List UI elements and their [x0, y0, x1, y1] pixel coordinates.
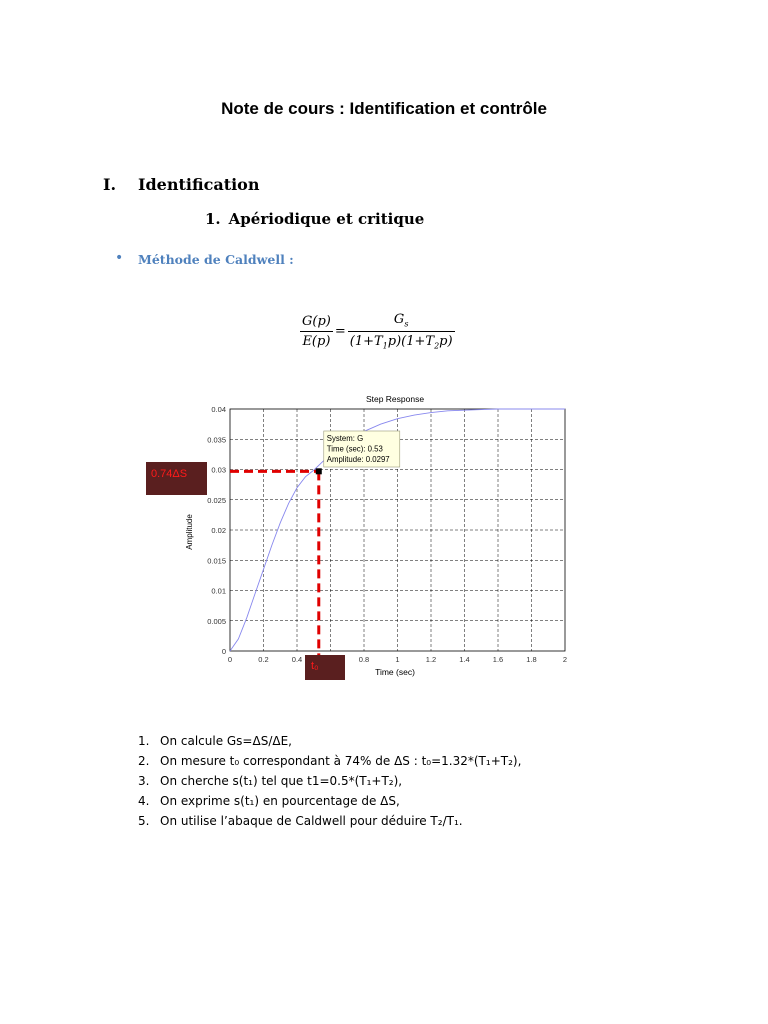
y-tick-label: 0.02	[211, 526, 226, 535]
chart-x-axis-label: Time (sec)	[375, 667, 415, 677]
formula-equals: =	[334, 323, 346, 339]
y-tick-label: 0.01	[211, 586, 226, 596]
formula-rhs	[348, 312, 455, 350]
list-item-text: On calcule Gs=ΔS/ΔE,	[160, 734, 292, 748]
x-tick-label: 0.8	[358, 655, 370, 664]
subsection-title: Apériodique et critique	[228, 210, 425, 228]
formula-den-factor-2-end: p)	[439, 333, 453, 349]
formula-lhs-numerator: G(p)	[302, 313, 331, 329]
formula-den-factor-2-sub: 2	[434, 341, 440, 351]
formula-gain: G	[393, 312, 405, 327]
delta-s-annotation: 0.74ΔS	[146, 462, 207, 495]
x-tick-label: 1.4	[459, 655, 470, 664]
bullet-text: Méthode de Caldwell :	[138, 252, 294, 267]
formula-den-factor-2: (1+T	[401, 333, 435, 349]
list-item	[138, 751, 521, 771]
list-item	[138, 791, 521, 811]
y-tick-label: 0.005	[207, 616, 226, 626]
list-item-number: 2.	[138, 754, 150, 768]
list-item-text: On utilise l’abaque de Caldwell pour déduire T₂/T₁.	[160, 814, 463, 828]
list-item-number: 1.	[138, 734, 150, 748]
list-item-text: On cherche s(t₁) tel que t1=0.5*(T₁+T₂),	[160, 774, 403, 788]
list-item-text: On exprime s(t₁) en pourcentage de ΔS,	[160, 794, 400, 808]
transfer-function-formula	[300, 312, 455, 350]
list-item-number: 5.	[138, 814, 150, 828]
x-tick-label: 0.4	[291, 655, 303, 664]
datatip-marker	[316, 468, 322, 474]
y-tick-label: 0.04	[211, 405, 226, 414]
bullet-icon: •	[115, 250, 124, 266]
chart-datatip	[324, 431, 400, 467]
formula-lhs	[300, 314, 333, 349]
chart-y-axis-label: Amplitude	[185, 514, 194, 550]
list-item-text: On mesure t₀ correspondant à 74% de ΔS : t₀=1.32*(T₁+T₂),	[160, 754, 522, 768]
step-response-svg	[140, 388, 620, 688]
y-tick-label: 0.035	[207, 435, 226, 445]
list-item	[138, 771, 521, 791]
section-number: I.	[103, 175, 117, 194]
list-item-number: 3.	[138, 774, 150, 788]
document-title: Note de cours : Identification et contrôle	[221, 99, 547, 118]
datatip-line: Time (sec): 0.53	[326, 444, 383, 454]
section-title: Identification	[138, 175, 260, 194]
x-tick-label: 1.6	[492, 655, 504, 664]
formula-lhs-denominator: E(p)	[300, 331, 333, 349]
chart-title: Step Response	[365, 394, 425, 404]
subsection-heading	[205, 210, 424, 228]
formula-gain-sub: s	[404, 319, 409, 329]
y-tick-label: 0	[221, 647, 226, 656]
x-tick-label: 1	[395, 655, 400, 664]
x-tick-label: 0.2	[258, 655, 269, 664]
steps-list	[138, 731, 521, 831]
list-item	[138, 731, 521, 751]
datatip-line: Amplitude: 0.0297	[326, 455, 390, 464]
formula-den-factor-1-end: p)	[387, 333, 402, 349]
x-tick-label: 2	[562, 655, 568, 664]
subsection-number: 1.	[205, 210, 221, 228]
y-tick-label: 0.025	[207, 495, 226, 505]
list-item-number: 4.	[138, 794, 150, 808]
t0-annotation: t₀	[305, 655, 345, 680]
formula-rhs-numerator	[348, 312, 455, 331]
step-response-chart	[140, 388, 620, 688]
x-tick-label: 1.8	[526, 655, 537, 664]
formula-den-factor-1-sub: 1	[382, 341, 388, 351]
x-tick-label: 0	[227, 655, 233, 664]
formula-den-factor-1: (1+T	[349, 333, 383, 349]
y-tick-label: 0.03	[211, 465, 226, 475]
list-item	[138, 811, 521, 831]
y-tick-label: 0.015	[207, 556, 226, 566]
x-tick-label: 1.2	[425, 655, 437, 664]
formula-rhs-denominator	[348, 331, 455, 351]
datatip-line: System: G	[326, 434, 364, 443]
